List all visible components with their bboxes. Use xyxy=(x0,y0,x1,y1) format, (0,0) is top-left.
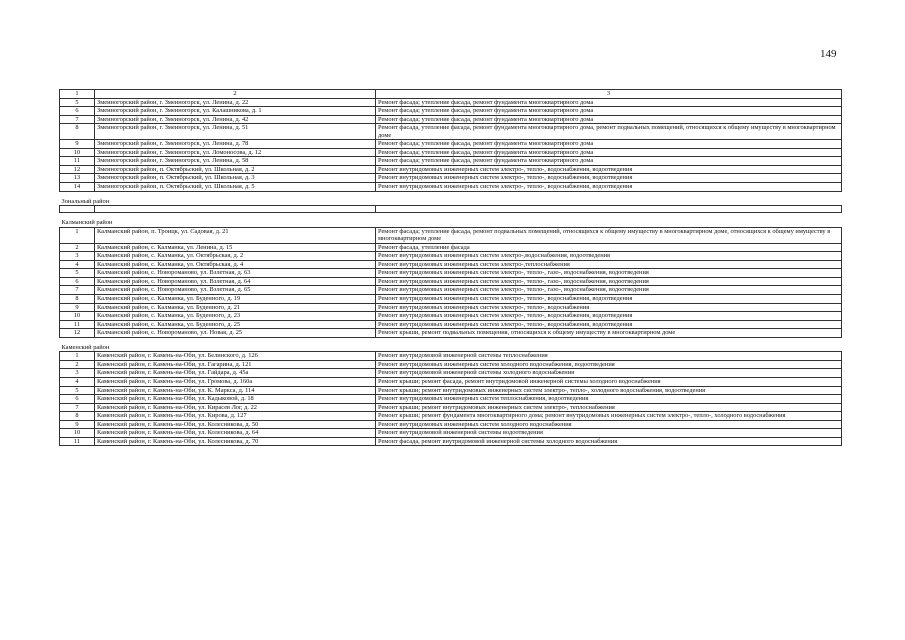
work-type-cell: Ремонт внутридомовых инженерных систем электро-, тепло-, водоснабжения, водоотведения xyxy=(376,174,842,183)
work-type-cell: Ремонт внутридомовой инженерной системы холодного водоснабжения xyxy=(376,369,842,378)
address-cell: Змеиногорский район, г. Змеиногорск, ул. Ленина, д. 42 xyxy=(95,115,376,124)
row-number-cell: 7 xyxy=(60,403,95,412)
table-row xyxy=(60,243,842,252)
repair-program-table xyxy=(59,89,842,446)
section-title: Зональный район xyxy=(61,197,110,205)
table-row xyxy=(60,252,842,261)
work-type-cell: Ремонт внутридомовых инженерных систем электро-,теплоснабжения xyxy=(376,260,842,269)
address-cell: Калманский район, с. Калманка, ул. Ленина, д. 15 xyxy=(95,243,376,252)
address-cell: Калманский район, с. Новороманово, ул. Новая, д. 25 xyxy=(95,329,376,338)
row-number-cell: 2 xyxy=(60,243,95,252)
work-type-cell: Ремонт внутридомовых инженерных систем электро-, тепло-, газо-, водоснабжения, водоотведения xyxy=(376,286,842,295)
address-cell: Змеиногорский район, г. Змеиногорск, ул. Ломоносова, д. 12 xyxy=(95,148,376,157)
work-type-cell: Ремонт внутридомовых инженерных систем электро-, тепло-, водоснабжения, водоотведения xyxy=(376,165,842,174)
row-number-cell: 10 xyxy=(60,312,95,321)
table-row xyxy=(60,395,842,404)
work-type-cell: Ремонт внутридомовых инженерных систем электро-, тепло-, газо-, водоснабжения, водоотведения xyxy=(376,277,842,286)
row-number-cell: 12 xyxy=(60,329,95,338)
column-header-work: 3 xyxy=(376,90,842,99)
work-type-cell: Ремонт крыши; ремонт фундамента многоквартирного дома; ремонт внутридомовых инженерных систем электро-, тепло-, холодного водоснабжения xyxy=(376,412,842,421)
address-cell: Каменский район, г. Камень-на-Оби, ул. Колесникова, д. 50 xyxy=(95,420,376,429)
table-row xyxy=(60,295,842,304)
address-cell: Каменский район, г. Камень-на-Оби, ул. Колесникова, д. 70 xyxy=(95,437,376,446)
work-type-cell: Ремонт внутридомовых инженерных систем электро-, тепло-, газо-, водоснабжения, водоотведения xyxy=(376,269,842,278)
work-type-cell: Ремонт крыши; ремонт фасада, ремонт внутридомовой инженерной системы холодного водоснабжения xyxy=(376,377,842,386)
row-number-cell: 14 xyxy=(60,183,95,192)
row-number-cell: 8 xyxy=(60,412,95,421)
address-cell: Змеиногорский район, п. Октябрьский, ул. Школьная, д. 2 xyxy=(95,165,376,174)
empty-cell xyxy=(60,206,95,213)
table-row xyxy=(60,174,842,183)
table-row xyxy=(60,412,842,421)
row-number-cell: 6 xyxy=(60,395,95,404)
table-row xyxy=(60,107,842,116)
address-cell: Каменский район, г. Камень-на-Оби, ул. Кирова, д. 127 xyxy=(95,412,376,421)
row-number-cell: 3 xyxy=(60,252,95,261)
address-cell: Калманский район, п. Троицк, ул. Садовая, д. 21 xyxy=(95,227,376,243)
address-cell: Калманский район, с. Новороманово, ул. Взлетная, д. 65 xyxy=(95,286,376,295)
work-type-cell: Ремонт внутридомовой инженерной системы водоотведения xyxy=(376,429,842,438)
table-row xyxy=(60,140,842,149)
row-number-cell: 9 xyxy=(60,140,95,149)
work-type-cell: Ремонт фасада; утепление фасада, ремонт фундамента многоквартирного дома xyxy=(376,98,842,107)
address-cell: Каменский район, г. Камень-на-Оби, ул. Белинского, д. 126 xyxy=(95,352,376,361)
work-type-cell: Ремонт фасада; утепление фасада, ремонт фундамента многоквартирного дома xyxy=(376,157,842,166)
row-number-cell: 10 xyxy=(60,148,95,157)
address-cell: Каменский район, г. Камень-на-Оби, ул. Кадыковой, д. 18 xyxy=(95,395,376,404)
work-type-cell: Ремонт фасада; утепление фасада, ремонт подвальных помещений, относящихся к общему имуществу в многоквартирном доме, относящихся к общему имуществу в многоквартирном доме xyxy=(376,227,842,243)
page-number: 149 xyxy=(820,48,837,60)
empty-cell xyxy=(376,206,842,213)
work-type-cell: Ремонт фасада, утепление фасада, ремонт фундамента многоквартирного дома, ремонт подвальных помещений, относящихся к общему имуществу в многоквартирном доме xyxy=(376,124,842,140)
work-type-cell: Ремонт внутридомовых инженерных систем электро-,водоснабжения, водоотведения xyxy=(376,252,842,261)
table-row xyxy=(60,98,842,107)
work-type-cell: Ремонт внутридомовых инженерных систем холодного водоснабжения xyxy=(376,420,842,429)
work-type-cell: Ремонт фасада; утепление фасада, ремонт фундамента многоквартирного дома xyxy=(376,148,842,157)
work-type-cell: Ремонт фасада; утепление фасада, ремонт фундамента многоквартирного дома xyxy=(376,140,842,149)
work-type-cell: Ремонт внутридомовой инженерной системы теплоснабжения xyxy=(376,352,842,361)
row-number-cell: 10 xyxy=(60,429,95,438)
work-type-cell: Ремонт внутридомовых инженерных систем электро-, тепло-, водоснабжения, водоотведения xyxy=(376,295,842,304)
work-type-cell: Ремонт крыши; ремонт внутридомовых инженерных систем электро-, тепло-, холодного водоснабжения, водоотведения xyxy=(376,386,842,395)
table-row xyxy=(60,320,842,329)
address-cell: Каменский район, г. Камень-на-Оби, ул. Гагарина, д. 121 xyxy=(95,360,376,369)
section-header-row xyxy=(60,191,842,206)
row-number-cell: 9 xyxy=(60,303,95,312)
table-row xyxy=(60,352,842,361)
column-header-address: 2 xyxy=(95,90,376,99)
table-row xyxy=(60,360,842,369)
work-type-cell: Ремонт крыши, ремонт подвальных помещения, относящихся к общему имуществу в многоквартирном доме xyxy=(376,329,842,338)
work-type-cell: Ремонт внутридомовых инженерных систем электро-, тепло-, водоснабжения xyxy=(376,303,842,312)
row-number-cell: 5 xyxy=(60,269,95,278)
work-type-cell: Ремонт внутридомовых инженерных систем электро-, тепло-, водоснабжения, водоотведения xyxy=(376,320,842,329)
row-number-cell: 5 xyxy=(60,98,95,107)
table-row xyxy=(60,183,842,192)
address-cell: Змеиногорский район, г. Змеиногорск, ул. Ленина, д. 78 xyxy=(95,140,376,149)
row-number-cell: 13 xyxy=(60,174,95,183)
row-number-cell: 11 xyxy=(60,437,95,446)
work-type-cell: Ремонт фасада; утепление фасада, ремонт фундамента многоквартирного дома xyxy=(376,107,842,116)
work-type-cell: Ремонт фасада; утепление фасада, ремонт фундамента многоквартирного дома xyxy=(376,115,842,124)
row-number-cell: 7 xyxy=(60,286,95,295)
section-header-row xyxy=(60,213,842,228)
row-number-cell: 11 xyxy=(60,157,95,166)
table-row xyxy=(60,386,842,395)
table-row xyxy=(60,403,842,412)
row-number-cell: 5 xyxy=(60,386,95,395)
table-row xyxy=(60,260,842,269)
table-row xyxy=(60,303,842,312)
table-row xyxy=(60,269,842,278)
address-cell: Змеиногорский район, г. Змеиногорск, ул. Ленина, д. 51 xyxy=(95,124,376,140)
row-number-cell: 1 xyxy=(60,227,95,243)
section-title: Каменский район xyxy=(61,343,110,351)
address-cell: Змеиногорский район, п. Октябрьский, ул. Школьная, д. 5 xyxy=(95,183,376,192)
empty-row xyxy=(60,206,842,213)
address-cell: Калманский район, с. Калманка, ул. Буденного, д. 21 xyxy=(95,303,376,312)
address-cell: Калманский район, с. Калманка, ул. Буденного, д. 23 xyxy=(95,312,376,321)
work-type-cell: Ремонт крыши; ремонт внутридомовых инженерных систем электро-, теплоснабжения xyxy=(376,403,842,412)
row-number-cell: 2 xyxy=(60,360,95,369)
address-cell: Калманский район, с. Новороманово, ул. Взлетная, д. 64 xyxy=(95,277,376,286)
column-header-number: 1 xyxy=(60,90,95,99)
table-row xyxy=(60,165,842,174)
address-cell: Змеиногорский район, г. Змеиногорск, ул. Калашникова, д. 1 xyxy=(95,107,376,116)
table-row xyxy=(60,377,842,386)
address-cell: Калманский район, с. Калманка, ул. Буденного, д. 25 xyxy=(95,320,376,329)
row-number-cell: 8 xyxy=(60,124,95,140)
table-row xyxy=(60,124,842,140)
work-type-cell: Ремонт внутридомовых инженерных систем электро-, тепло-, водоснабжения, водоотведения xyxy=(376,183,842,192)
table-row xyxy=(60,277,842,286)
work-type-cell: Ремонт фасада, ремонт внутридомовой инженерной системы холодного водоснабжения xyxy=(376,437,842,446)
table-row xyxy=(60,157,842,166)
work-type-cell: Ремонт внутридомовых инженерных систем электро-, тепло-, водоснабжения, водоотведения xyxy=(376,312,842,321)
address-cell: Каменский район, г. Камень-на-Оби, ул. Громова, д. 160а xyxy=(95,377,376,386)
table-row xyxy=(60,329,842,338)
table-row xyxy=(60,227,842,243)
work-type-cell: Ремонт фасада, утепление фасада xyxy=(376,243,842,252)
table-row xyxy=(60,420,842,429)
table-row xyxy=(60,312,842,321)
section-header-row xyxy=(60,337,842,352)
table-row xyxy=(60,437,842,446)
address-cell: Калманский район, с. Новороманово, ул. Взлетная, д. 63 xyxy=(95,269,376,278)
row-number-cell: 4 xyxy=(60,260,95,269)
table-row xyxy=(60,369,842,378)
row-number-cell: 3 xyxy=(60,369,95,378)
address-cell: Змеиногорский район, п. Октябрьский, ул. Школьная, д. 3 xyxy=(95,174,376,183)
row-number-cell: 6 xyxy=(60,277,95,286)
address-cell: Калманский район, с. Калманка, ул. Буденного, д. 19 xyxy=(95,295,376,304)
address-cell: Калманский район, с. Калманка, ул. Октябрьская, д. 4 xyxy=(95,260,376,269)
row-number-cell: 4 xyxy=(60,377,95,386)
table-header-row xyxy=(60,90,842,99)
row-number-cell: 11 xyxy=(60,320,95,329)
address-cell: Каменский район, г. Камень-на-Оби, ул. Колесникова, д. 64 xyxy=(95,429,376,438)
empty-cell xyxy=(95,206,376,213)
row-number-cell: 12 xyxy=(60,165,95,174)
table-row xyxy=(60,115,842,124)
address-cell: Каменский район, г. Камень-на-Оби, ул. Гайдара, д. 45а xyxy=(95,369,376,378)
address-cell: Змеиногорский район, г. Змеиногорск, ул. Ленина, д. 58 xyxy=(95,157,376,166)
row-number-cell: 9 xyxy=(60,420,95,429)
row-number-cell: 6 xyxy=(60,107,95,116)
work-type-cell: Ремонт внутридомовых инженерных систем теплоснабжения, водоотведения xyxy=(376,395,842,404)
row-number-cell: 7 xyxy=(60,115,95,124)
section-title: Калманский район xyxy=(61,219,113,227)
address-cell: Калманский район, с. Калманка, ул. Октябрьская, д. 2 xyxy=(95,252,376,261)
table-body xyxy=(60,90,842,446)
work-type-cell: Ремонт внутридомовых инженерных систем холодного водоснабжения, водоотведения xyxy=(376,360,842,369)
table-row xyxy=(60,148,842,157)
row-number-cell: 1 xyxy=(60,352,95,361)
table-row xyxy=(60,429,842,438)
address-cell: Змеиногорский район, г. Змеиногорск, ул. Ленина, д. 22 xyxy=(95,98,376,107)
address-cell: Каменский район, г. Камень-на-Оби, ул. Кирасев Лог, д. 22 xyxy=(95,403,376,412)
address-cell: Каменский район, г. Камень-на-Оби, ул. К. Маркса, д. 114 xyxy=(95,386,376,395)
table-row xyxy=(60,286,842,295)
row-number-cell: 8 xyxy=(60,295,95,304)
